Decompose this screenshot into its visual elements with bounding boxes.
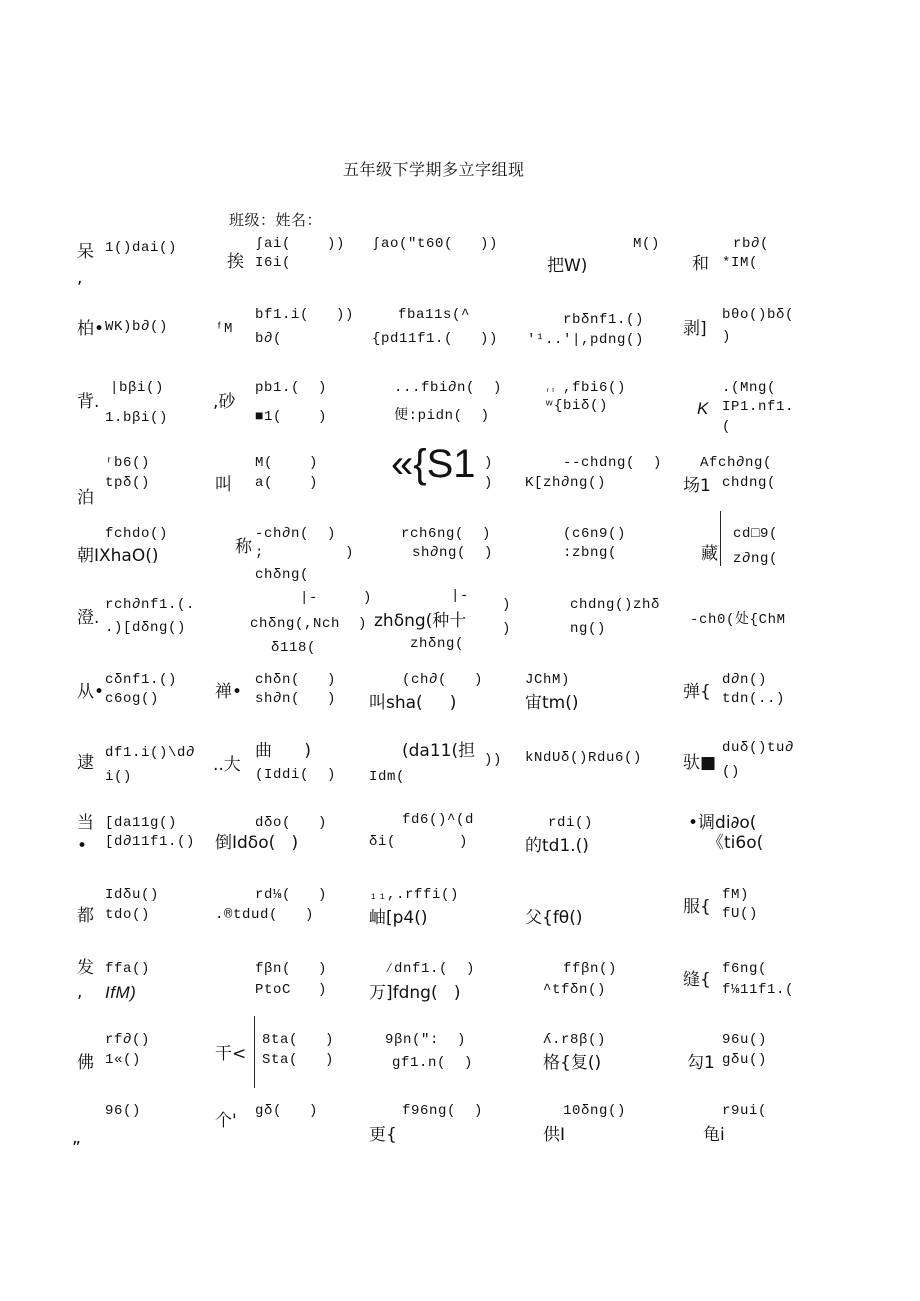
worksheet-entry: 场1 [683, 476, 711, 496]
worksheet-entry: 8ta( ) [262, 1032, 335, 1048]
worksheet-entry: ffa() [105, 961, 151, 977]
worksheet-entry: ) [484, 475, 494, 491]
worksheet-entry: 发 [77, 958, 94, 978]
divider-line [254, 1016, 255, 1088]
worksheet-entry: , [77, 982, 83, 1002]
worksheet-entry: • [77, 836, 88, 856]
worksheet-entry: 当 [77, 813, 94, 833]
worksheet-entry: 岫[p4() [369, 908, 428, 928]
worksheet-entry: f96ng( ) [402, 1103, 484, 1119]
worksheet-entry: 1.bβi() [105, 410, 169, 426]
worksheet-entry: rch6ng( ) [401, 526, 492, 542]
worksheet-entry: Idm( [369, 769, 406, 785]
worksheet-entry: (ch∂( ) [402, 672, 484, 688]
worksheet-entry: 叫 [215, 475, 232, 495]
worksheet-entry: )) [484, 752, 503, 768]
worksheet-entry: 柏• [77, 319, 105, 339]
worksheet-entry: 更{ [369, 1125, 397, 1145]
worksheet-entry: ʃao("t60( )) [372, 236, 499, 252]
worksheet-entry: δ118( [271, 640, 317, 656]
worksheet-entry: 父{fθ() [525, 908, 583, 928]
worksheet-entry: gf1.n( ) [392, 1055, 474, 1071]
page-title: 五年级下学期多立字组现 [343, 160, 525, 179]
worksheet-entry: 驮■ [683, 753, 717, 773]
worksheet-entry: 勾1 [687, 1053, 715, 1073]
worksheet-entry: 曲 ) [255, 741, 312, 761]
worksheet-entry: δi( ) [369, 834, 469, 850]
worksheet-entry: chdng()zhδ [570, 597, 661, 613]
worksheet-entry: |bβi() [110, 380, 165, 396]
worksheet-entry: ng() [570, 621, 607, 637]
worksheet-entry: :zbng( [563, 545, 618, 561]
worksheet-entry: rch∂nf1.(. [105, 597, 196, 613]
worksheet-entry: gδ( ) [255, 1103, 319, 1119]
worksheet-entry: |- ) [300, 590, 373, 606]
worksheet-entry: ) [502, 621, 512, 637]
worksheet-entry: JChM) [525, 672, 571, 688]
worksheet-entry: Idδu() [105, 887, 160, 903]
worksheet-entry: (Iddi( ) [255, 767, 337, 783]
worksheet-entry: () [722, 764, 741, 780]
worksheet-entry: dδo( ) [255, 815, 328, 831]
worksheet-entry: M() [633, 236, 661, 252]
worksheet-entry: 9βn(": ) [385, 1032, 467, 1048]
worksheet-entry: pb1.( ) [255, 380, 328, 396]
worksheet-entry: 宙tm() [525, 693, 579, 713]
worksheet-entry: tpδ() [105, 475, 151, 491]
worksheet-entry: 呆 [77, 242, 94, 262]
worksheet-entry: chdng( [722, 475, 777, 491]
worksheet-entry: 干< [215, 1044, 247, 1064]
worksheet-entry: Afch∂ng( [700, 455, 773, 471]
worksheet-entry: 万]fdng( ) [369, 983, 461, 1003]
worksheet-entry: Sta( ) [262, 1052, 335, 1068]
worksheet-entry: ʷ{biδ() [545, 398, 609, 414]
worksheet-entry: 藏 [701, 544, 718, 564]
worksheet-entry: ; ) [255, 545, 355, 561]
worksheet-entry: r9ui( [722, 1103, 768, 1119]
worksheet-entry: cd□9( [733, 526, 779, 542]
worksheet-entry: (da11(担 [402, 741, 476, 761]
worksheet-entry: 弹{ [683, 682, 711, 702]
worksheet-entry: ʃai( )) [255, 236, 346, 252]
worksheet-entry: ʳᵗ [545, 387, 556, 397]
worksheet-entry: ) [722, 329, 732, 345]
worksheet-entry: 服{ [683, 897, 711, 917]
worksheet-entry: •调di∂o( [688, 813, 757, 833]
worksheet-entry: «{S1 [391, 442, 476, 486]
worksheet-entry: ...fbi∂n( ) [394, 380, 503, 396]
worksheet-entry: chδng( [255, 567, 310, 583]
worksheet-entry: 泊 [77, 488, 94, 508]
worksheet-entry: 把W) [547, 256, 588, 276]
worksheet-entry: rbδnf1.() [563, 312, 645, 328]
worksheet-entry: (c6n9() [563, 526, 627, 542]
worksheet-entry: „ [72, 1128, 81, 1148]
worksheet-entry: ) [484, 455, 494, 471]
worksheet-entry: ..大 [213, 755, 241, 775]
worksheet-entry: 和 [692, 254, 709, 274]
worksheet-entry: 背. [77, 392, 100, 412]
worksheet-entry: c6og() [105, 691, 160, 707]
worksheet-entry: 96u() [722, 1032, 768, 1048]
worksheet-entry: 从• [77, 682, 105, 702]
worksheet-entry: df1.i()\d∂ [105, 745, 196, 761]
worksheet-entry: 个' [215, 1111, 237, 1131]
worksheet-entry: --chdng( ) [563, 455, 663, 471]
worksheet-entry: zhδng( [410, 636, 465, 652]
worksheet-entry: ,fbi6() [563, 380, 627, 396]
worksheet-entry: PtoC ) [255, 982, 328, 998]
worksheet-entry: ʎ.r8β() [543, 1032, 607, 1048]
worksheet-entry: *IM( [722, 255, 759, 271]
worksheet-entry: bθo()bδ( [722, 307, 795, 323]
worksheet-entry: 倒Idδo( ) [215, 833, 299, 853]
worksheet-entry: ffβn() [563, 961, 618, 977]
worksheet-entry: 1()dai() [105, 240, 178, 256]
worksheet-entry: kNdUδ()Rdu6() [525, 750, 643, 766]
worksheet-entry: , [77, 268, 83, 288]
worksheet-entry: 朝IXhaO() [77, 546, 159, 566]
worksheet-entry: ʳb6() [105, 455, 151, 471]
worksheet-entry: tdn(..) [722, 691, 786, 707]
worksheet-entry: 佛 [77, 1053, 94, 1073]
worksheet-entry: f⅛11f1.( [722, 982, 795, 998]
worksheet-entry: ⁄dnf1.( ) [385, 961, 476, 977]
worksheet-entry: fM) [722, 887, 750, 903]
worksheet-entry: b∂( [255, 331, 283, 347]
worksheet-entry: ᶠM [215, 321, 234, 337]
worksheet-entry: fU() [722, 906, 759, 922]
worksheet-entry: WK)b∂() [105, 319, 169, 335]
worksheet-entry: 10δng() [563, 1103, 627, 1119]
worksheet-entry: fchdo() [105, 526, 169, 542]
worksheet-entry: chδn( ) [255, 672, 337, 688]
worksheet-entry: d∂n() [722, 672, 768, 688]
worksheet-entry: 缝{ [683, 970, 711, 990]
worksheet-entry: sh∂ng( ) [412, 545, 494, 561]
worksheet-entry: 1«() [105, 1052, 142, 1068]
worksheet-entry: .)[dδng() [105, 620, 187, 636]
worksheet-entry: ■1( ) [255, 409, 328, 425]
worksheet-entry: cδnf1.() [105, 672, 178, 688]
worksheet-entry: 的td1.() [525, 836, 589, 856]
worksheet-entry: 称 [235, 537, 252, 557]
worksheet-entry: 96() [105, 1103, 142, 1119]
class-name-line: 班级：姓名： [229, 211, 323, 229]
divider-line [720, 511, 721, 566]
worksheet-entry: -ch0(处{ChM [690, 612, 786, 628]
worksheet-entry: fba11s(^ [398, 307, 471, 323]
worksheet-entry: K [697, 399, 709, 418]
worksheet-entry: 供I [543, 1125, 566, 1145]
worksheet-entry: '¹..'|,pdng() [527, 332, 645, 348]
worksheet-entry: tdo() [105, 907, 151, 923]
worksheet-entry: 剥] [683, 319, 707, 339]
worksheet-entry: z∂ng( [733, 551, 779, 567]
worksheet-entry: 龟i [703, 1125, 725, 1145]
worksheet-entry: duδ()tu∂ [722, 740, 795, 756]
worksheet-entry: .(Mng( [722, 380, 777, 396]
worksheet-entry: rb∂( [733, 236, 770, 252]
worksheet-entry: gδu() [722, 1052, 768, 1068]
worksheet-entry: 都 [77, 906, 94, 926]
worksheet-entry: i() [105, 769, 133, 785]
worksheet-entry: 便:pidn( ) [394, 408, 490, 424]
worksheet-entry: ₁₁,.rffi() [369, 887, 460, 903]
worksheet-entry: a( ) [255, 475, 319, 491]
worksheet-entry: f6ng( [722, 961, 768, 977]
worksheet-entry: {pd11f1.( )) [372, 331, 499, 347]
worksheet-entry: [d∂11f1.() [105, 834, 196, 850]
worksheet-entry: zhδng(种十 [374, 611, 467, 631]
worksheet-entry: 澄. [77, 608, 100, 628]
worksheet-entry: 《ti6o( [707, 833, 764, 853]
worksheet-entry: I6i( [255, 255, 292, 271]
worksheet-entry: K[zh∂ng() [525, 475, 607, 491]
worksheet-entry: 叫sha( ) [369, 693, 457, 713]
worksheet-entry: chδng(,Nch ) [250, 616, 368, 632]
worksheet-entry: |- [451, 588, 470, 604]
worksheet-entry: fβn( ) [255, 961, 328, 977]
worksheet-entry: ,砂 [213, 392, 236, 412]
worksheet-entry: IP1.nf1. [722, 399, 795, 415]
worksheet-entry: IfM) [105, 983, 137, 1002]
worksheet-entry: 挨 [227, 252, 244, 272]
worksheet-entry: .®tdud( ) [215, 907, 315, 923]
worksheet-entry: ) [502, 597, 512, 613]
worksheet-entry: bf1.i( )) [255, 307, 355, 323]
worksheet-entry: ^tfδn() [543, 982, 607, 998]
worksheet-entry: 格{复() [543, 1053, 602, 1073]
worksheet-entry: ( [722, 419, 732, 435]
worksheet-entry: 逮 [77, 753, 94, 773]
worksheet-entry: [da11g() [105, 815, 178, 831]
worksheet-entry: rdi() [548, 815, 594, 831]
worksheet-entry: sh∂n( ) [255, 691, 337, 707]
worksheet-entry: rf∂() [105, 1032, 151, 1048]
worksheet-entry: -ch∂n( ) [255, 526, 337, 542]
worksheet-entry: fd6()^(d [402, 812, 475, 828]
worksheet-entry: rd⅛( ) [255, 887, 328, 903]
worksheet-entry: 禅• [215, 682, 243, 702]
worksheet-entry: M( ) [255, 455, 319, 471]
